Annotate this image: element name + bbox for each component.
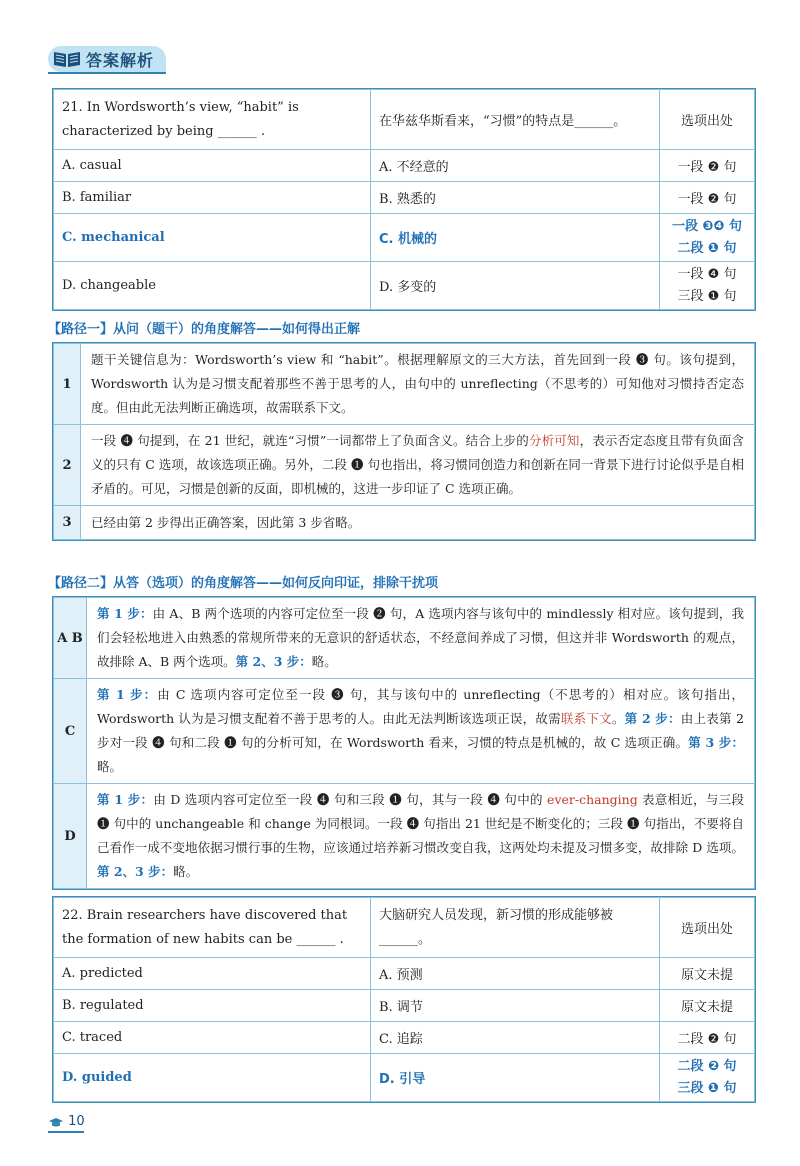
option-en: C. traced: [54, 1022, 371, 1054]
q21-option-d: [54, 262, 755, 310]
row-label: A B: [54, 598, 87, 679]
step-label: 第 2 步：: [624, 711, 681, 726]
path2-table: [52, 596, 756, 890]
step-text: 已经由第 2 步得出正确答案，因此第 3 步省略。: [81, 506, 755, 540]
option-source: 一段 ❷ 句: [660, 150, 755, 182]
text-part: 略。: [97, 759, 123, 774]
row-text: [87, 598, 755, 679]
option-zh: A. 不经意的: [371, 150, 660, 182]
source-line: 三段 ❶ 句: [677, 1080, 737, 1096]
path2-row-d: [54, 784, 755, 889]
highlight-text: 分析可知: [528, 433, 580, 448]
source-line: 三段 ❶ 句: [677, 288, 737, 304]
q21-source-header: 选项出处: [660, 90, 755, 150]
option-source: 二段 ❷ 句: [660, 1022, 755, 1054]
path1-step-3: [54, 506, 755, 540]
header-underline: [48, 72, 166, 74]
q22-table: [52, 896, 756, 1103]
q21-question-en: 21. In Wordsworth’s view, “habit” is characterized by being ______ .: [54, 90, 371, 150]
q22-option-b: [54, 990, 755, 1022]
option-en: D. changeable: [54, 262, 371, 310]
option-zh: B. 熟悉的: [371, 182, 660, 214]
q21-option-b: [54, 182, 755, 214]
q22-question-zh: 大脑研究人员发现，新习惯的形成能够被______。: [371, 898, 660, 958]
option-source: [660, 262, 755, 310]
text-part: 由 C 选项内容可定位至一段 ❸ 句，其与该句中的 unreflecting（不思考的）相对应。该句指出，Wordsworth 认为是习惯支配着不善于思考的人。由此无法判断该选项正误，故需: [97, 687, 745, 726]
option-zh: D. 多变的: [371, 262, 660, 310]
source-line: 二段 ❷ 句: [677, 1058, 737, 1074]
step-label: 第 1 步：: [97, 606, 153, 621]
q22-question-en: 22. Brain researchers have discovered that the formation of new habits can be ______ .: [54, 898, 371, 958]
highlight-text: 联系下文: [560, 711, 612, 726]
step-label: 第 3 步：: [688, 735, 745, 750]
step-number: 2: [54, 425, 81, 506]
section-header: [48, 46, 166, 72]
option-source: [660, 1054, 755, 1102]
option-en: A. casual: [54, 150, 371, 182]
option-en: C. mechanical: [54, 214, 371, 262]
option-en: B. regulated: [54, 990, 371, 1022]
option-zh: C. 机械的: [371, 214, 660, 262]
q21-option-c: [54, 214, 755, 262]
source-line: 二段 ❶ 句: [677, 240, 737, 256]
option-source: 一段 ❷ 句: [660, 182, 755, 214]
section-title: 答案解析: [86, 51, 155, 70]
option-en: A. predicted: [54, 958, 371, 990]
text-part: ，表示否定态度且带有负面含义的只有 C 选项，故该选项正确。另外，二段 ❶ 句也指出，将习惯同创造力和创新在同一背景下进行讨论似乎是自相矛盾的。可见，习惯是创新的反面，即机械的，这进一步印证了 C 选项正确。: [91, 433, 744, 496]
q21-option-a: [54, 150, 755, 182]
option-zh: A. 预测: [371, 958, 660, 990]
path1-table: [52, 342, 756, 541]
text-part: 由上表第 2 步对一段 ❹ 句和二段 ❶ 句的分析可知，在 Wordsworth 看来，习惯的特点是机械的，故 C 选项正确。: [97, 711, 744, 750]
q21-table: [52, 88, 756, 311]
text-part: 。: [611, 711, 625, 726]
option-zh: B. 调节: [371, 990, 660, 1022]
path1-step-1: [54, 344, 755, 425]
source-line: 一段 ❸❹ 句: [671, 218, 743, 234]
path1-title: 【路径一】从问（题干）的角度解答——如何得出正解: [48, 322, 361, 337]
q21-question-zh: 在华兹华斯看来，“习惯”的特点是______。: [371, 90, 660, 150]
step-label: 第 2、3 步：: [235, 654, 312, 669]
footer-underline: [48, 1131, 84, 1133]
path2-row-ab: [54, 598, 755, 679]
step-number: 1: [54, 344, 81, 425]
graduation-cap-icon: [48, 1116, 64, 1128]
option-source: 原文未提: [660, 990, 755, 1022]
q22-option-a: [54, 958, 755, 990]
option-zh: C. 追踪: [371, 1022, 660, 1054]
step-label: 第 1 步：: [97, 687, 158, 702]
step-text: [81, 425, 755, 506]
text-part: 一段 ❹ 句提到，在 21 世纪，就连“习惯”一词都带上了负面含义。结合上步的: [91, 433, 529, 448]
q22-source-header: 选项出处: [660, 898, 755, 958]
page-number: [48, 1114, 85, 1129]
step-text: 题干关键信息为：Wordsworth’s view 和 “habit”。根据理解原文的三大方法，首先回到一段 ❸ 句。该句提到，Wordsworth 认为是习惯支配着那些不善于思考的人，由句中的 unreflecting（不思考的）可知他对习惯持否定态度。但由此无法判断正确选项，故需联系下文。: [81, 344, 755, 425]
option-source: [660, 214, 755, 262]
highlight-text: ever-changing: [547, 792, 638, 807]
text-part: 由 A、B 两个选项的内容可定位至一段 ❷ 句，A 选项内容与该句中的 mindlessly 相对应。该句提到，我们会轻松地进入由熟悉的常规所带来的无意识的舒适状态，不经意间养成了习惯，但这并非 Wordsworth 的观点，故排除 A、B 两个选项。: [97, 606, 744, 669]
q22-option-c: [54, 1022, 755, 1054]
option-source: 原文未提: [660, 958, 755, 990]
q22-option-d: [54, 1054, 755, 1102]
row-text: [87, 679, 755, 784]
step-number: 3: [54, 506, 81, 540]
source-line: 一段 ❹ 句: [677, 266, 737, 282]
row-label: C: [54, 679, 87, 784]
option-zh: D. 引导: [371, 1054, 660, 1102]
text-part: 由 D 选项内容可定位至一段 ❹ 句和三段 ❶ 句，其与一段 ❹ 句中的: [153, 792, 548, 807]
step-label: 第 2、3 步：: [97, 864, 174, 879]
text-part: 略。: [173, 864, 199, 879]
text-part: 表意相近，与三段 ❶ 句中的 unchangeable 和 change 为同根词。一段 ❹ 句指出 21 世纪是不断变化的；三段 ❶ 句指出，不要将自己看作一成不变地依据习惯行事的生物，应该通过培养新习惯改变自我，这两处均未提及习惯多变，故排除 D 选项。: [97, 792, 745, 855]
row-label: D: [54, 784, 87, 889]
option-en: D. guided: [54, 1054, 371, 1102]
step-label: 第 1 步：: [97, 792, 154, 807]
book-icon: [52, 49, 82, 69]
option-en: B. familiar: [54, 182, 371, 214]
path1-step-2: [54, 425, 755, 506]
text-part: 略。: [311, 654, 337, 669]
path2-row-c: [54, 679, 755, 784]
row-text: [87, 784, 755, 889]
page-number-text: 10: [68, 1114, 85, 1129]
path2-title: 【路径二】从答（选项）的角度解答——如何反向印证，排除干扰项: [48, 576, 439, 591]
